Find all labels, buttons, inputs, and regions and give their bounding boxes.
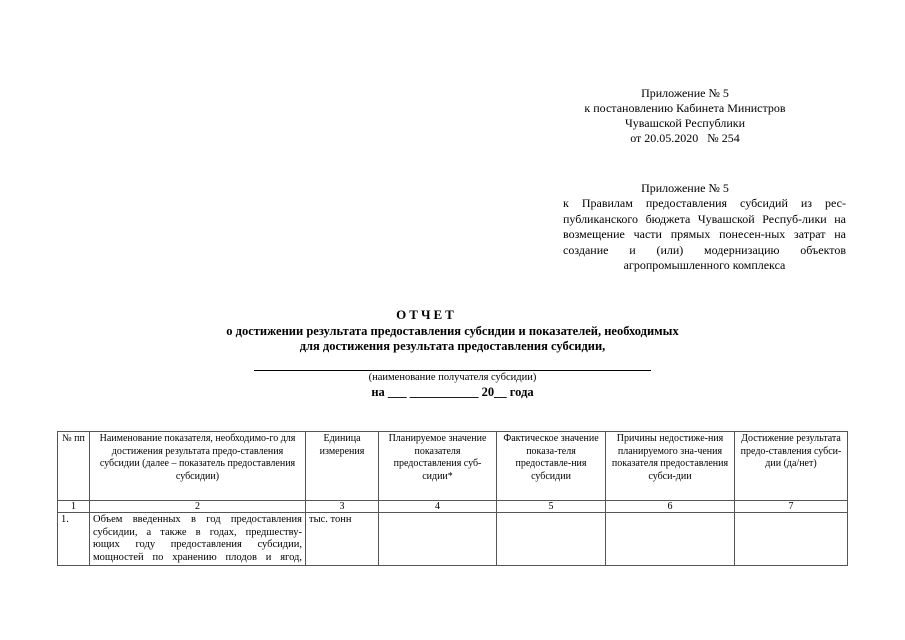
column-number: 1 <box>58 501 90 513</box>
column-number: 3 <box>306 501 379 513</box>
table-header-row <box>58 432 848 501</box>
report-subtitle-line: о достижении результата предоставления субсидии и показателей, необходимых <box>226 324 679 338</box>
column-number-row <box>58 501 848 513</box>
row-result-achieved <box>735 513 848 566</box>
appendix-header-line: от 20.05.2020 № 254 <box>630 131 740 145</box>
row-indicator-name <box>90 513 306 566</box>
column-number: 7 <box>735 501 848 513</box>
row-indicator-name-line: ющих году предоставления субсидии, <box>93 539 302 550</box>
column-number: 6 <box>606 501 735 513</box>
appendix-header-line: к постановлению Кабинета Министров <box>584 101 786 115</box>
header-planned-value: Планируемое значение показателя предоставления суб-сидии* <box>379 432 497 501</box>
column-number: 2 <box>90 501 306 513</box>
header-reasons: Причины недостиже-ния планируемого зна-чения показателя предоставления субси-дии <box>606 432 735 501</box>
report-subtitle <box>0 324 905 354</box>
appendix-header-line: Чувашской Республики <box>624 116 746 130</box>
row-actual-value <box>497 513 606 566</box>
header-result-achieved: Достижение результата предо-ставления субси-дии (да/нет) <box>735 432 848 501</box>
report-subtitle-line: для достижения результата предоставления субсидии, <box>299 339 606 353</box>
recipient-name-line <box>254 370 651 371</box>
table-row <box>58 513 848 566</box>
row-indicator-name-line: Объем введенных в год предоставления <box>93 514 302 525</box>
report-date-line: на ___ ___________ 20__ года <box>371 385 534 399</box>
column-number: 5 <box>497 501 606 513</box>
recipient-caption: (наименование получателя субсидии) <box>368 372 537 383</box>
header-number: № пп <box>58 432 90 501</box>
row-indicator-name-line: субсидии, а также в годах, предшеству- <box>93 526 302 538</box>
report-title: ОТЧЕТ <box>396 307 457 322</box>
header-actual-value: Фактическое значение показа-теля предоставле-ния субсидии <box>497 432 606 501</box>
rules-appendix-text: к Правилам предоставления субсидий из рес-публиканского бюджета Чувашской Респуб-лики на возмещение части прямых понесен-ных затрат на создание и (или) модернизацию объектов агропромышленного комплекса <box>563 196 846 272</box>
row-unit: тыс. тонн <box>306 513 379 566</box>
column-number: 4 <box>379 501 497 513</box>
row-reasons <box>606 513 735 566</box>
rules-appendix-title: Приложение № 5 <box>641 181 729 195</box>
report-table <box>57 431 848 566</box>
header-unit: Единица измерения <box>306 432 379 501</box>
header-indicator-name: Наименование показателя, необходимо-го для достижения результата предо-ставления субсидии (далее – показатель предоставления субсидии) <box>90 432 306 501</box>
row-number: 1. <box>58 513 90 566</box>
appendix-header-line: Приложение № 5 <box>641 86 729 100</box>
appendix-header <box>560 86 810 146</box>
row-planned-value <box>379 513 497 566</box>
row-indicator-name-line: мощностей по хранению плодов и ягод, <box>93 551 302 563</box>
